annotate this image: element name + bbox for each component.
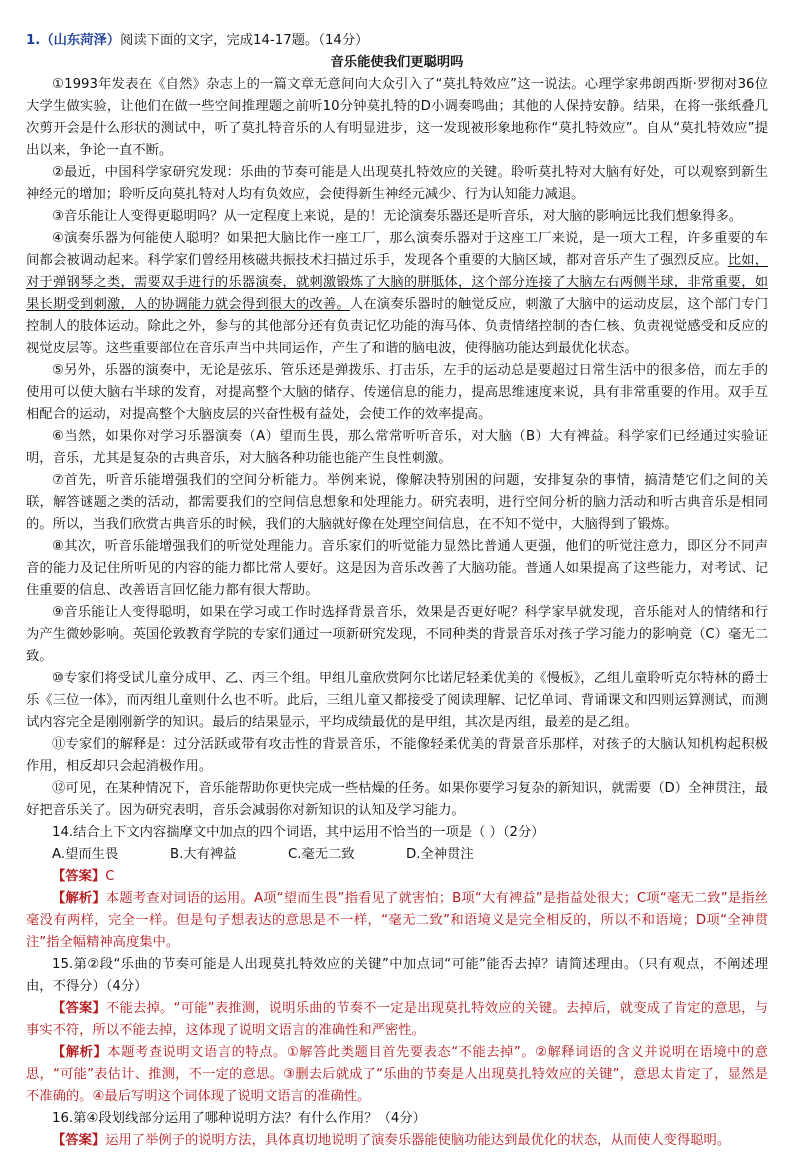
paragraph-6: ⑥当然，如果你对学习乐器演奏（A）望而生畏，那么常常听听音乐，对大脑（B）大有裨益。科学家们已经通过实验证明，音乐，尤其是复杂的古典音乐，对大脑各种功能也能产生良性刺激。	[26, 429, 768, 466]
question-number: 1.	[26, 33, 41, 48]
paragraph-4-intro: ④演奏乐器为何能使人聪明？如果把大脑比作一座工厂，那么演奏乐器对于这座工厂来说，是一项大工程，许多重要的车间都会被调动起来。科学家们曾经用核磁共振技术扫描过乐手，发现各个重要的大脑区域，都对音乐产生了强烈反应。	[26, 231, 768, 268]
paragraph-4	[26, 228, 768, 360]
q14-analysis-text: 本题考查对词语的运用。A项“望而生畏”指看见了就害怕；B项“大有裨益”是指益处很大；C项“毫无二致”是指丝毫没有两样，完全一样。但是句子想表达的意思是不一样，“毫无二致”和语境义是完全相反的，所以不和语境；D项“全神贯注”指全幅精神高度集中。	[26, 891, 769, 950]
q14-answer	[26, 866, 768, 888]
q16-answer	[26, 1130, 768, 1152]
q15-answer-tag: 【答案】	[52, 1001, 107, 1016]
paragraph-10: ⑩专家们将受试儿童分成甲、乙、丙三个组。甲组儿童欣赏阿尔比诺尼轻柔优美的《慢板》，乙组儿童聆听克尔特林的爵士乐《三位一体》，而丙组儿童则什么也不听。此后，三组儿童又都接受了阅读理解、记忆单词、背诵课文和四则运算测试，而测试内容完全是刚刚新学的知识。最后的结果显示，平均成绩最优的是甲组，其次是丙组，最差的是乙组。	[26, 671, 768, 730]
paragraph-9: ⑨音乐能让人变得聪明，如果在学习或工作时选择背景音乐，效果是否更好呢？科学家早就发现，音乐能对人的情绪和行为产生微妙影响。英国伦敦教育学院的专家们通过一项新研究发现，不同种类的背景音乐对孩子学习能力的影响竟（C）毫无二致。	[26, 605, 768, 664]
q15-analysis	[26, 1042, 768, 1108]
paragraph-4-rest: 人在演奏乐器时的触觉反应，刺激了大脑中的运动皮层，这个部门专门控制人的肢体运动。除此之外，参与的其他部分还有负责记忆功能的海马体、负责情绪控制的杏仁核、负责视觉感受和反应的视觉皮层等。这些重要部位在音乐声当中共同运作，产生了和谐的脑电波，使得脑功能达到最优化状态。	[26, 297, 769, 356]
q16-answer-text: 运用了举例子的说明方法，具体真切地说明了演奏乐器能使脑功能达到最优化的状态，从而使人变得聪明。	[105, 1133, 731, 1148]
q15-analysis-text: 本题考查说明文语言的特点。①解答此类题目首先要表态“不能去掉”。②解释词语的含义并说明在语境中的意思，“可能”表估计、推测，不一定的意思。③删去后就成了“乐曲的节奏是人出现莫扎特效应的关键”，意思太肯定了，显然是不准确的。④最后写明这个词体现了说明文语言的准确性。	[26, 1045, 769, 1104]
q14-answer-text: C	[105, 869, 115, 884]
paragraph-7: ⑦首先，听音乐能增强我们的空间分析能力。举例来说，像解决特别困的问题，安排复杂的事情，搞清楚它们之间的关联，解答谜题之类的活动，都需要我们的空间信息想象和处理能力。研究表明，进行空间分析的脑力活动和听古典音乐是相同的。所以，当我们欣赏古典音乐的时候，我们的大脑就好像在处理空间信息，在不知不觉中，大脑得到了锻炼。	[26, 473, 768, 532]
paragraph-2: ②最近，中国科学家研究发现：乐曲的节奏可能是人出现莫扎特效应的关键。聆听莫扎特对大脑有好处，可以观察到新生神经元的增加；聆听反向莫扎特对人均有负效应，会使得新生神经元减少、行为认知能力减退。	[26, 165, 768, 202]
q14-analysis-tag: 【解析】	[52, 891, 106, 906]
paragraph-3: ③音乐能让人变得更聪明吗？从一定程度上来说，是的！无论演奏乐器还是听音乐，对大脑的影响远比我们想象得多。	[52, 209, 743, 224]
paragraph-12: ⑫可见，在某种情况下，音乐能帮助你更快完成一些枯燥的任务。如果你要学习复杂的新知识，就需要（D）全神贯注，最好把音乐关了。因为研究表明，音乐会减弱你对新知识的认知及学习能力。	[26, 781, 768, 818]
q14-answer-tag: 【答案】	[52, 869, 106, 884]
paragraph-8: ⑧其次，听音乐能增强我们的听觉处理能力。音乐家们的听觉能力显然比普通人更强，他们的听觉注意力，即区分不同声音的能力及记住所听见的内容的能力都比常人要好。这是因为音乐改善了大脑功能。普通人如果提高了这些能力，对考试、记住重要的信息、改善语言回忆能力都有很大帮助。	[26, 539, 768, 598]
question-source: （山东菏泽）	[40, 33, 121, 48]
paragraph-1: ①1993年发表在《自然》杂志上的一篇文章无意间向大众引入了“莫扎特效应”这一说法。心理学家弗朗西斯·罗彻对36位大学生做实验，让他们在做一些空间推理题之前听10分钟莫扎特的D小调奏鸣曲；其他的人保持安静。结果，在将一张纸叠几次剪开会是什么形状的测试中，听了莫扎特音乐的人有明显进步，这一发现被形象地称作“莫扎特效应”。自从“莫扎特效应”提出以来，争论一直不断。	[26, 77, 768, 158]
q16-stem: 16.第④段划线部分运用了哪种说明方法？有什么作用？（4分）	[52, 1111, 426, 1126]
q16-answer-tag: 【答案】	[52, 1133, 106, 1148]
q14-stem: 14.结合上下文内容揣摩文中加点的四个词语，其中运用不恰当的一项是（ ）（2分）	[52, 825, 545, 840]
q15-analysis-tag: 【解析】	[52, 1045, 108, 1060]
q14-option-c: C.毫无二致	[288, 847, 355, 862]
question-heading	[26, 30, 768, 52]
q14-option-d: D.全神贯注	[406, 847, 474, 862]
q14-options	[26, 844, 768, 866]
paragraph-4-underlined-example: 比如，对于弹钢琴之类，需要双手进行的乐器演奏，就刺激锻炼了大脑的胼胝体，这个部分连接了大脑左右两侧半球，非常重要，如果长期受到刺激，人的协调能力就会得到很大的改善。	[26, 253, 769, 312]
q14-option-a: A.望而生畏	[52, 847, 119, 862]
paragraph-5: ⑤另外，乐器的演奏中，无论是弦乐、管乐还是弹拨乐、打击乐，左手的运动总是要超过日常生活中的很多倍，而左手的使用可以使大脑右半球的发育，对提高整个大脑的储存、传递信息的能力，提高思维速度来说，具有非常重要的作用。双手互相配合的运动，对提高整个大脑皮层的兴奋性极有益处，会使工作的效率提高。	[26, 363, 768, 422]
article-title: 音乐能使我们更聪明吗	[330, 55, 464, 70]
q14-analysis	[26, 888, 768, 954]
paragraph-11: ⑪专家们的解释是：过分活跃或带有攻击性的背景音乐，不能像轻柔优美的背景音乐那样，对孩子的大脑认知机构起积极作用，相反却只会起消极作用。	[26, 737, 768, 774]
question-instruction: 阅读下面的文字，完成14-17题。（14分）	[120, 33, 369, 48]
q15-stem: 15.第②段“乐曲的节奏可能是人出现莫扎特效应的关键”中加点词“可能”能否去掉？请简述理由。（只有观点，不阐述理由，不得分）（4分）	[26, 957, 768, 994]
q15-answer	[26, 998, 768, 1042]
q15-answer-text: 不能去掉。“可能”表推测，说明乐曲的节奏不一定是出现莫扎特效应的关键。去掉后，就变成了肯定的意思，与事实不符，所以不能去掉，这体现了说明文语言的准确性和严密性。	[26, 1001, 769, 1038]
q14-option-b: B.大有裨益	[170, 847, 237, 862]
